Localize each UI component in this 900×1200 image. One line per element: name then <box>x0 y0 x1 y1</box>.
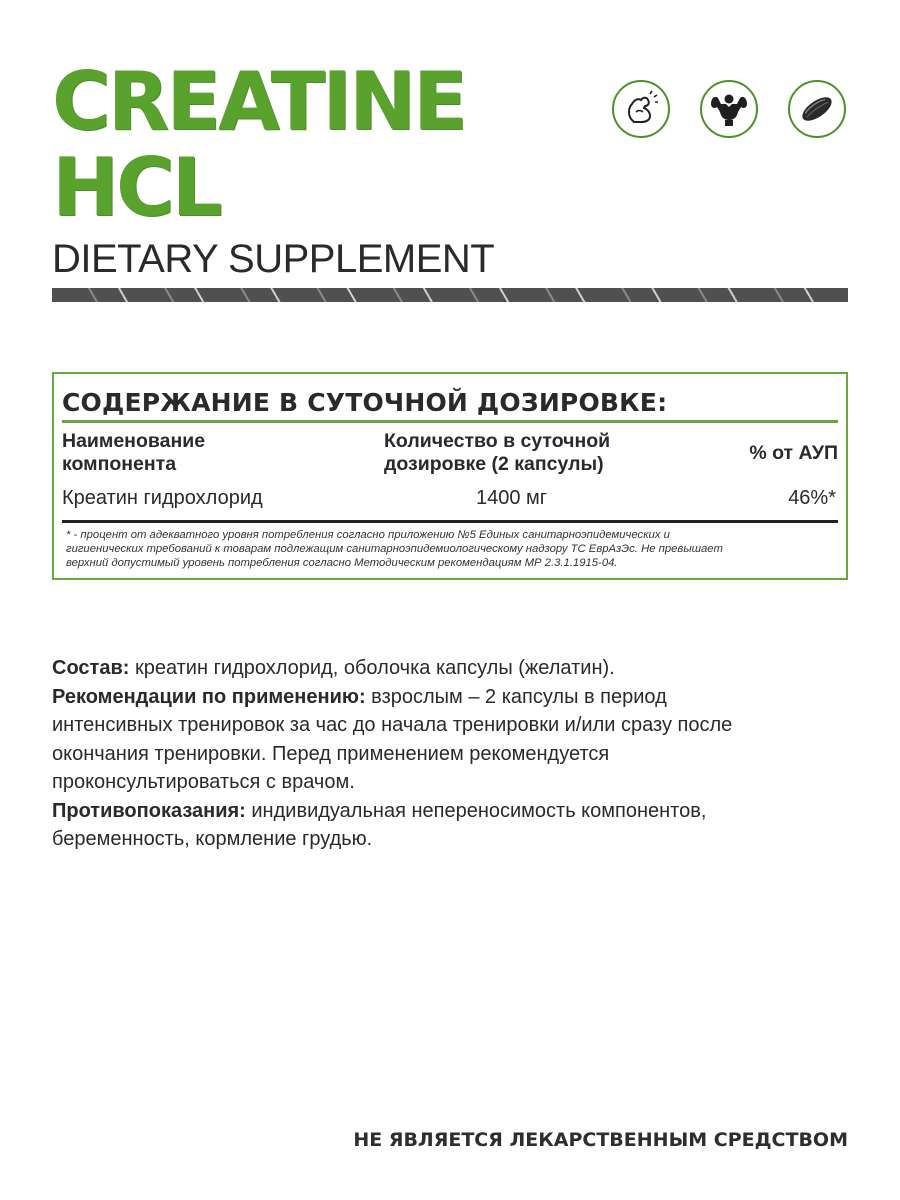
bodybuilder-icon <box>700 80 758 138</box>
column-header-amount-line2: дозировке (2 капсулы) <box>384 453 604 475</box>
decorative-stripe <box>52 288 848 302</box>
panel-divider-top <box>62 420 838 423</box>
column-header-component <box>62 430 205 476</box>
column-header-component-line2: компонента <box>62 453 177 475</box>
not-medicine-notice: НЕ ЯВЛЯЕТСЯ ЛЕКАРСТВЕННЫМ СРЕДСТВОМ <box>353 1129 848 1151</box>
recommendations-line3: окончания тренировки. Перед применением рекомендуется <box>52 742 610 765</box>
composition-label: Состав: <box>52 657 130 679</box>
composition-text: креатин гидрохлорид, оболочка капсулы (желатин). <box>129 657 615 679</box>
column-header-aup: % от АУП <box>749 442 838 464</box>
contraindications-line1 <box>52 797 852 826</box>
capsule-icon <box>788 80 846 138</box>
contraindications-text1: индивидуальная непереносимость компонентов, <box>245 799 707 822</box>
recommendations-text1: взрослым – 2 капсулы в период <box>365 685 667 708</box>
footnote-line3: верхний допустимый уровень потребления согласно Методическим рекомендациям МР 2.3.1.1915-04. <box>66 557 618 569</box>
flexing-arm-icon <box>612 80 670 138</box>
row-component: Креатин гидрохлорид <box>62 487 263 509</box>
nutrition-panel <box>52 372 848 580</box>
column-header-amount <box>384 430 610 476</box>
footnote-line1: * - процент от адекватного уровня потребления согласно приложению №5 Единых санитарноэпидемических и <box>66 529 670 541</box>
recommendations-line2: интенсивных тренировок за час до начала тренировки и/или сразу после <box>52 714 733 736</box>
recommendations-label: Рекомендации по применению: <box>52 685 366 708</box>
column-header-component-line1: Наименование <box>62 430 206 452</box>
column-header-amount-line1: Количество в суточной <box>384 430 611 452</box>
contraindications-line2: беременность, кормление грудью. <box>52 828 373 850</box>
product-title-line1: CREATINE <box>52 55 465 148</box>
panel-title: СОДЕРЖАНИЕ В СУТОЧНОЙ ДОЗИРОВКЕ: <box>62 388 668 417</box>
composition-line <box>52 654 852 683</box>
recommendations-line4: проконсультироваться с врачом. <box>52 771 355 793</box>
panel-divider-bottom <box>62 520 838 523</box>
product-description <box>52 654 852 854</box>
contraindications-label: Противопоказания: <box>52 799 246 822</box>
row-aup: 46%* <box>788 487 836 509</box>
product-title-line2: HCL <box>52 141 220 234</box>
product-subtitle: DIETARY SUPPLEMENT <box>52 237 495 281</box>
panel-footnote <box>66 528 826 570</box>
icon-row <box>612 80 848 142</box>
recommendations-line1 <box>52 683 852 712</box>
row-amount: 1400 мг <box>476 487 548 509</box>
footnote-line2: гигиенических требований к товарам подлежащим санитарноэпидемиологическому надзору ТС ЕврАзЭс. Не превышает <box>66 543 723 555</box>
